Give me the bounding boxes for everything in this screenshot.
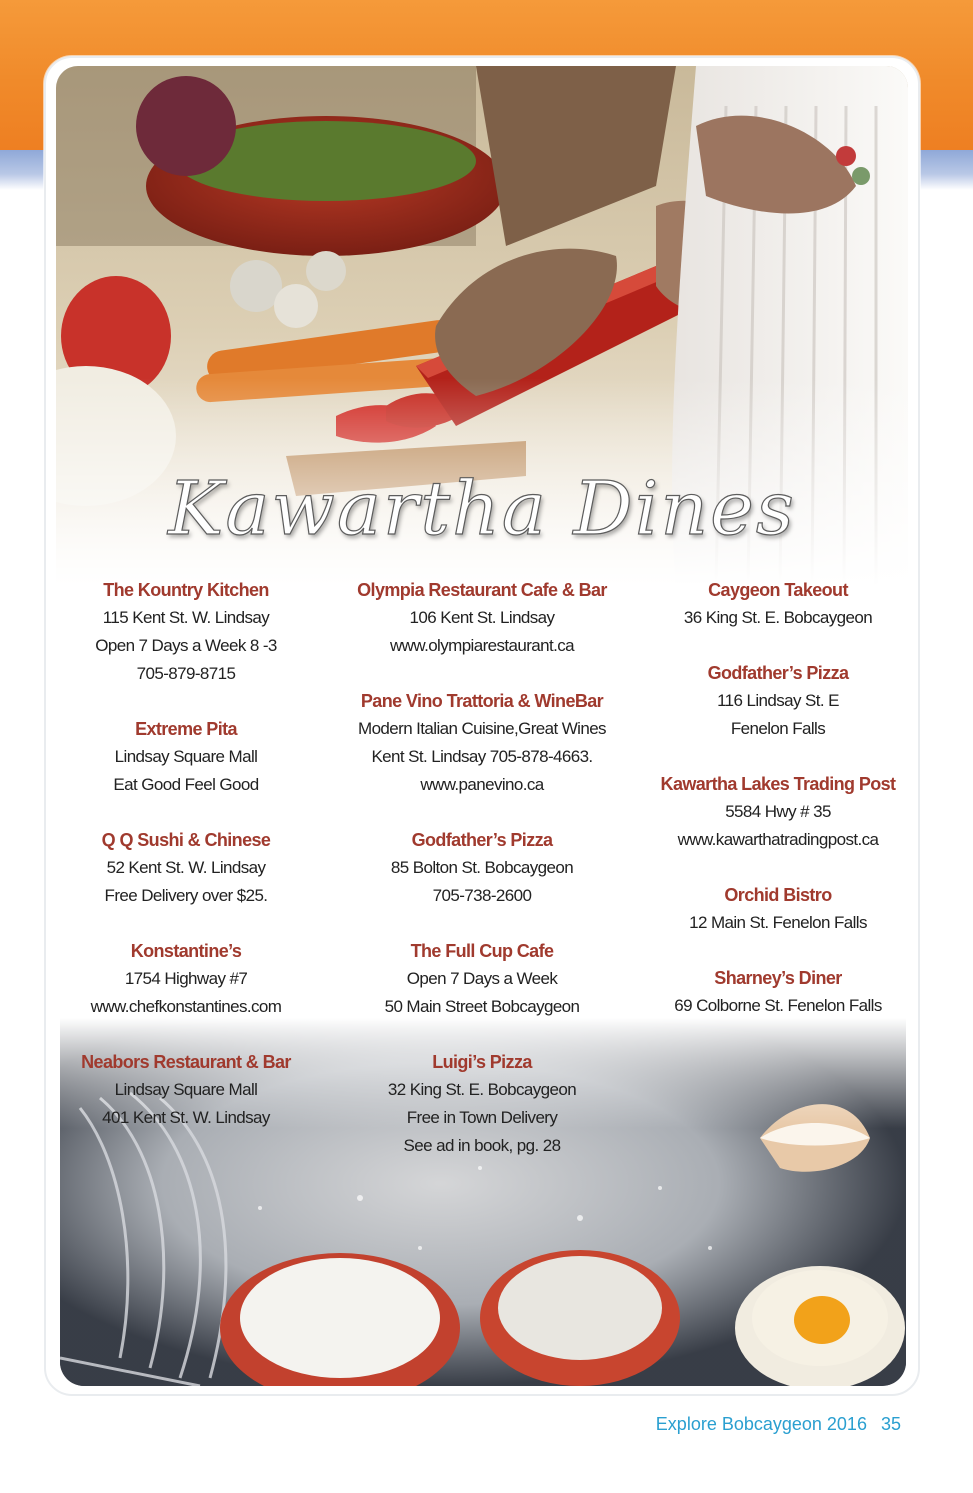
restaurant-name: Q Q Sushi & Chinese (101, 830, 271, 850)
restaurant-column-3 (638, 576, 918, 1047)
restaurant-name: Caygeon Takeout (708, 580, 848, 600)
restaurant-entry (342, 937, 622, 1021)
restaurant-name: Orchid Bistro (724, 885, 832, 905)
restaurant-entry (342, 576, 622, 660)
restaurant-detail: 69 Colborne St. Fenelon Falls (674, 996, 882, 1015)
restaurant-detail: See ad in book, pg. 28 (403, 1136, 561, 1155)
restaurant-entry (46, 937, 326, 1021)
publication-title: Explore Bobcaygeon 2016 (655, 1414, 867, 1434)
restaurant-detail: 106 Kent St. Lindsay (409, 608, 555, 627)
restaurant-name: Konstantine’s (130, 941, 242, 961)
restaurant-detail: Free in Town Delivery (406, 1108, 558, 1127)
restaurant-detail: 50 Main Street Bobcaygeon (384, 997, 580, 1016)
restaurant-detail: Modern Italian Cuisine,Great Wines (358, 719, 606, 738)
restaurant-website[interactable]: www.chefkonstantines.com (90, 997, 282, 1016)
restaurant-detail: 115 Kent St. W. Lindsay (102, 608, 270, 627)
restaurant-entry (342, 687, 622, 799)
restaurant-entry (46, 1048, 326, 1132)
restaurant-detail: 36 King St. E. Bobcaygeon (683, 608, 873, 627)
restaurant-website[interactable]: www.panevino.ca (420, 775, 544, 794)
restaurant-entry (638, 964, 918, 1020)
restaurant-detail: Fenelon Falls (730, 719, 826, 738)
restaurant-detail: Free Delivery over $25. (104, 886, 268, 905)
restaurant-entry (342, 1048, 622, 1160)
restaurant-name: Extreme Pita (135, 719, 237, 739)
restaurant-detail: 401 Kent St. W. Lindsay (102, 1108, 270, 1127)
restaurant-entry (46, 576, 326, 688)
restaurant-column-2 (342, 576, 622, 1187)
restaurant-detail: Open 7 Days a Week (406, 969, 558, 988)
restaurant-detail: 32 King St. E. Bobcaygeon (387, 1080, 577, 1099)
restaurant-name: Sharney’s Diner (714, 968, 842, 988)
restaurant-website[interactable]: www.olympiarestaurant.ca (389, 636, 574, 655)
restaurant-name: Olympia Restaurant Cafe & Bar (357, 580, 607, 600)
restaurant-name: The Full Cup Cafe (410, 941, 554, 961)
restaurant-entry (638, 881, 918, 937)
restaurant-name: The Kountry Kitchen (103, 580, 269, 600)
restaurant-detail: 116 Lindsay St. E (717, 691, 839, 710)
restaurant-entry (46, 826, 326, 910)
restaurant-detail: Eat Good Feel Good (113, 775, 259, 794)
page-title: Kawartha Dines (168, 466, 796, 552)
restaurant-name: Luigi’s Pizza (432, 1052, 532, 1072)
restaurant-website[interactable]: www.kawarthatradingpost.ca (677, 830, 879, 849)
restaurant-name: Pane Vino Trattoria & WineBar (360, 691, 604, 711)
restaurant-detail: 1754 Highway #7 (124, 969, 248, 988)
restaurant-entry (342, 826, 622, 910)
restaurant-detail: 705-738-2600 (432, 886, 532, 905)
restaurant-entry (638, 770, 918, 854)
restaurant-detail: Lindsay Square Mall (114, 747, 258, 766)
restaurant-name: Neabors Restaurant & Bar (81, 1052, 291, 1072)
content-panel (44, 56, 920, 1396)
restaurant-entry (638, 659, 918, 743)
restaurant-detail: Open 7 Days a Week 8 -3 (95, 636, 277, 655)
restaurant-entry (638, 576, 918, 632)
restaurant-detail: 85 Bolton St. Bobcaygeon (390, 858, 574, 877)
restaurant-detail: Lindsay Square Mall (114, 1080, 258, 1099)
restaurant-name: Godfather’s Pizza (707, 663, 849, 683)
restaurant-detail: 12 Main St. Fenelon Falls (689, 913, 867, 932)
restaurant-detail: 52 Kent St. W. Lindsay (106, 858, 266, 877)
page-number: 35 (880, 1414, 901, 1434)
page-footer (656, 1414, 901, 1435)
restaurant-detail: 705-879-8715 (136, 664, 236, 683)
restaurant-detail: 5584 Hwy # 35 (725, 802, 831, 821)
restaurant-column-1 (46, 576, 326, 1159)
restaurant-name: Kawartha Lakes Trading Post (660, 774, 896, 794)
restaurant-name: Godfather’s Pizza (411, 830, 553, 850)
restaurant-entry (46, 715, 326, 799)
restaurant-detail: Kent St. Lindsay 705-878-4663. (371, 747, 593, 766)
